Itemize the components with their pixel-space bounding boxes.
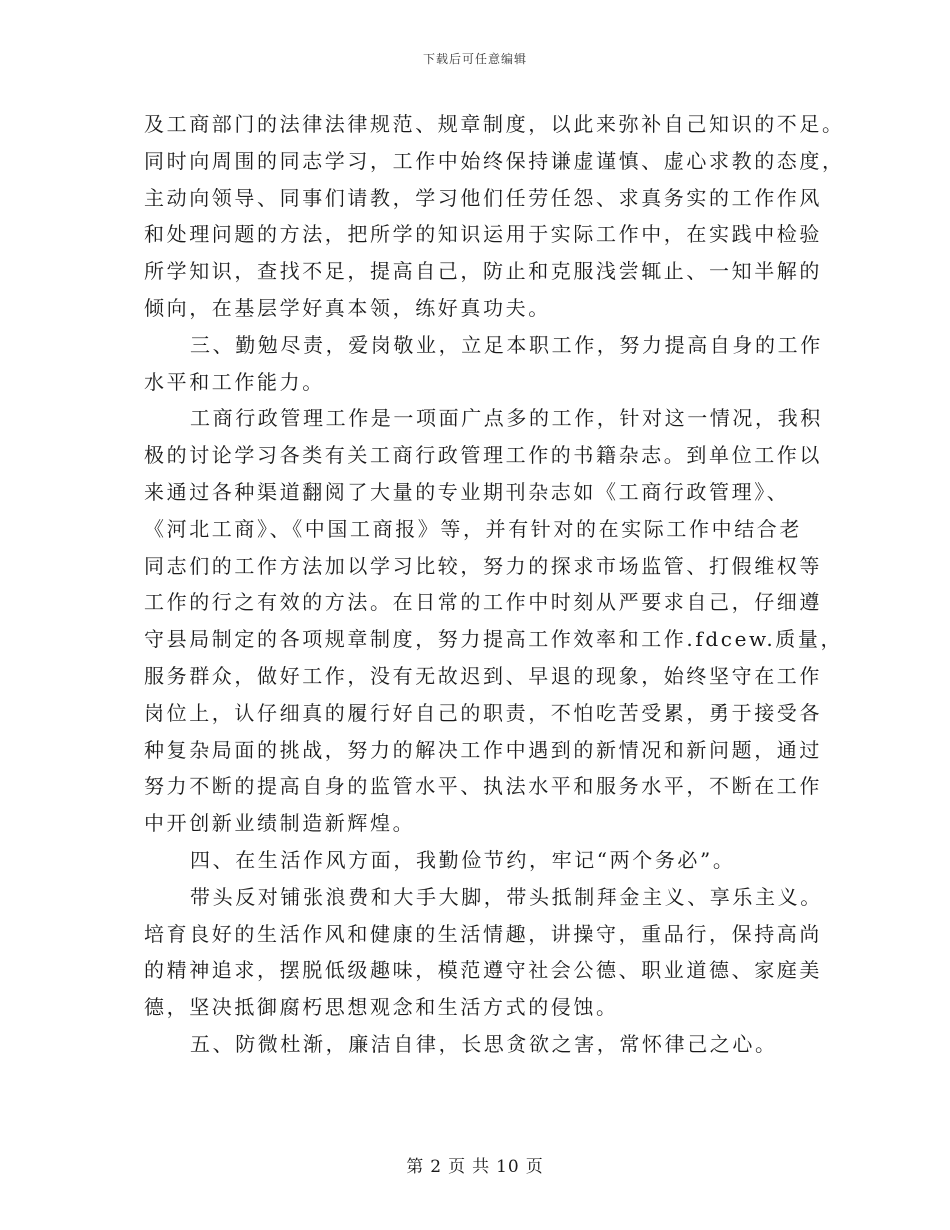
text-line: 中开创新业绩制造新辉煌。 [144, 811, 416, 836]
paragraph-section-4-heading [144, 842, 806, 879]
text-line: 的精神追求，摆脱低级趣味，模范遵守社会公德、职业道德、家庭美 [144, 958, 822, 983]
text-line: 及工商部门的法律法律规范、规章制度，以此来弥补自己知识的不足。 [144, 112, 845, 136]
text-line: 岗位上，认仔细真的履行好自己的职责，不怕吃苦受累，勇于接受各 [144, 700, 822, 725]
footer-prefix: 第 [406, 1157, 425, 1177]
text-line: 水平和工作能力。 [144, 369, 325, 394]
text-line: 培育良好的生活作风和健康的生活情趣，讲操守，重品行，保持高尚 [144, 921, 822, 946]
text-line: 同志们的工作方法加以学习比较，努力的探求市场监管、打假维权等 [144, 553, 822, 578]
text-line: 工作的行之有效的方法。在日常的工作中时刻从严要求自己，仔细遵 [144, 590, 822, 615]
paragraph-section-5-heading [144, 1026, 806, 1063]
text-line: 德，坚决抵御腐朽思想观念和生活方式的侵蚀。 [144, 995, 619, 1020]
current-page-number: 2 [430, 1157, 443, 1177]
text-line: 守县局制定的各项规章制度，努力提高工作效率和工作.fdcew.质量， [144, 627, 844, 652]
paragraph-section-3-heading [144, 327, 823, 401]
text-line: 来通过各种渠道翻阅了大量的专业期刊杂志如《工商行政管理》、 [144, 479, 790, 504]
total-pages-number: 10 [496, 1157, 520, 1177]
text-line: 三、勤勉尽责，爱岗敬业，立足本职工作，努力提高自身的工作 [190, 332, 823, 357]
text-line: 努力不断的提高自身的监管水平、执法水平和服务水平，不断在工作 [144, 774, 822, 799]
text-line: 主动向领导、同事们请教，学习他们任劳任怨、求真务实的工作作风 [144, 185, 822, 210]
paragraph-1 [144, 106, 845, 327]
page-number-footer [0, 1152, 950, 1177]
text-line: 种复杂局面的挑战，努力的解决工作中遇到的新情况和新问题，通过 [144, 737, 822, 762]
footer-total-prefix: 共 [472, 1157, 491, 1177]
text-line: 带头反对铺张浪费和大手大脚，带头抵制拜金主义、享乐主义。 [190, 884, 823, 909]
footer-total-label: 页 [525, 1157, 544, 1177]
paragraph-5 [144, 879, 823, 1026]
text-line: 极的讨论学习各类有关工商行政管理工作的书籍杂志。到单位工作以 [144, 443, 822, 468]
text-line: 五、防微杜渐，廉洁自律，长思贪欲之害，常怀律己之心。 [190, 1031, 778, 1056]
text-line: 同时向周围的同志学习，工作中始终保持谦虚谨慎、虚心求教的态度， [144, 148, 845, 173]
footer-page-label: 页 [448, 1157, 467, 1177]
text-line: 服务群众，做好工作，没有无故迟到、早退的现象，始终坚守在工作 [144, 663, 822, 688]
text-line: 《河北工商》、《中国工商报》等，并有针对的在实际工作中结合老 [144, 516, 802, 541]
text-line: 工商行政管理工作是一项面广点多的工作，针对这一情况，我积 [190, 406, 823, 431]
text-line: 倾向，在基层学好真本领，练好真功夫。 [144, 295, 551, 320]
text-line: 四、在生活作风方面，我勤俭节约，牢记“两个务必”。 [190, 847, 736, 872]
text-line: 所学知识，查找不足，提高自己，防止和克服浅尝辄止、一知半解的 [144, 259, 822, 284]
document-body [144, 106, 845, 1063]
paragraph-3 [144, 400, 844, 842]
text-line: 和处理问题的方法，把所学的知识运用于实际工作中，在实践中检验 [144, 222, 822, 247]
page-header: 下载后可任意编辑 [422, 52, 527, 66]
